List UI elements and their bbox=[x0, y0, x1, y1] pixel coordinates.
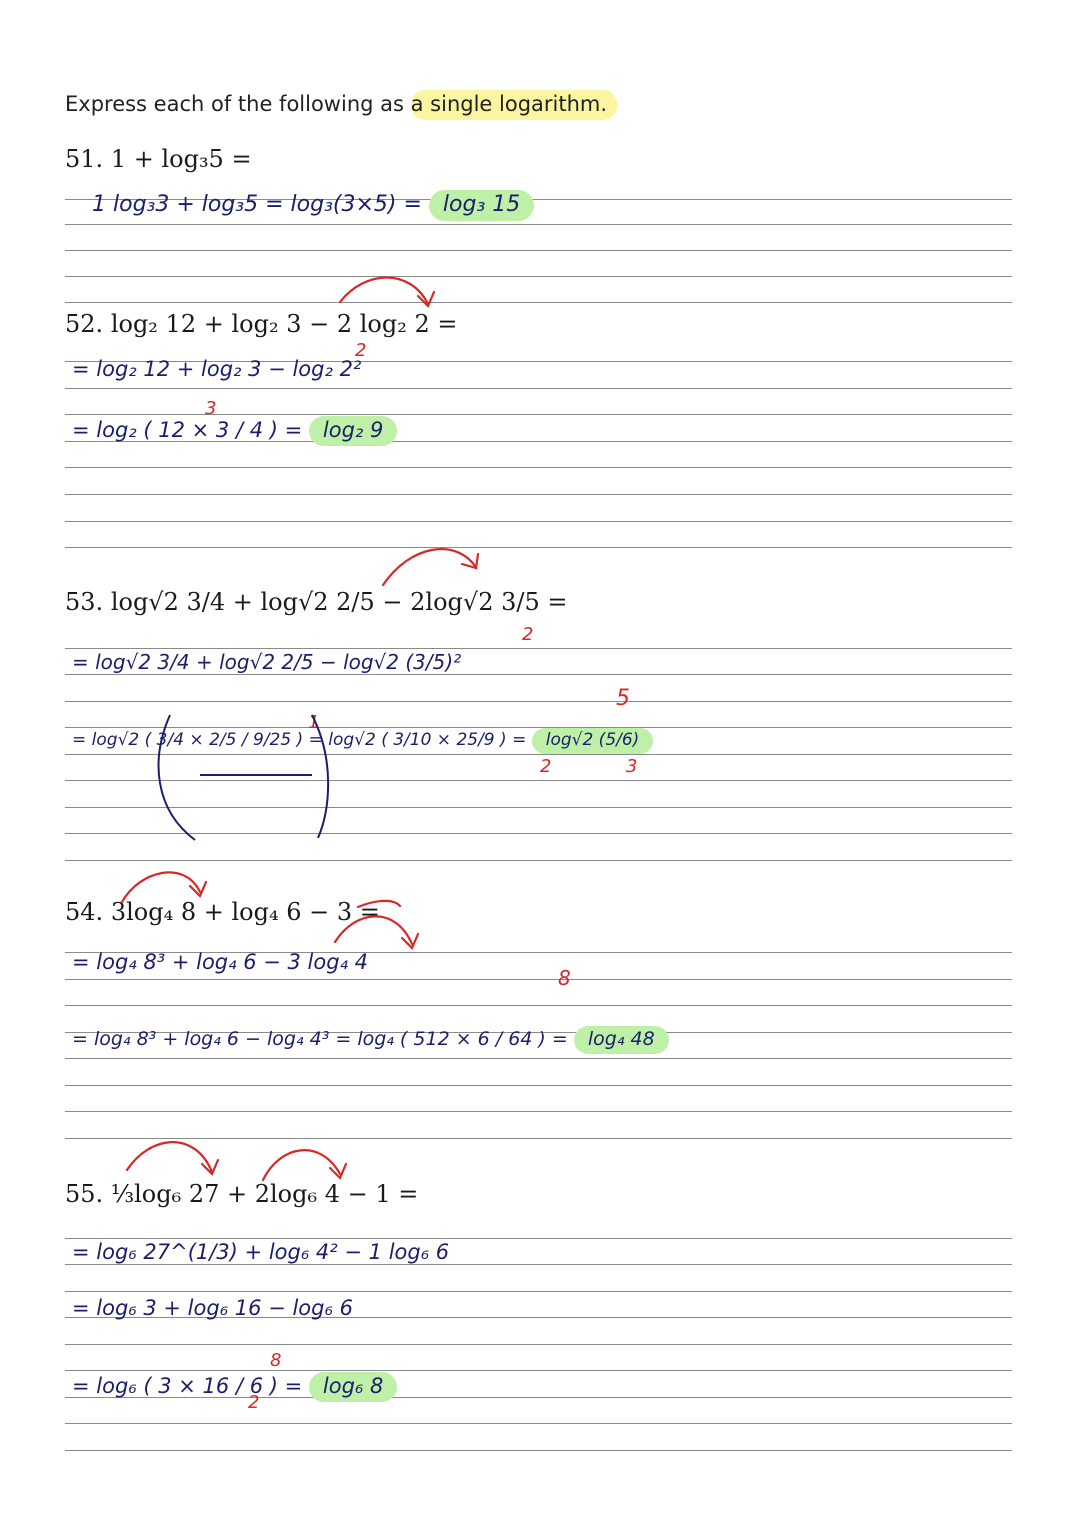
rule-line bbox=[65, 1238, 1012, 1239]
problem-number: 54. bbox=[65, 898, 104, 926]
problem-expression: log₂ 12 + log₂ 3 − 2 log₂ 2 = bbox=[110, 310, 458, 338]
rule-line bbox=[65, 754, 1012, 755]
red-cancel-mark: 3 bbox=[626, 756, 638, 777]
rule-line bbox=[65, 979, 1012, 980]
rule-line bbox=[65, 1058, 1012, 1059]
step-text: = log₄ 8³ + log₄ 6 − log₄ 4³ = log₄ ( 512 × 6 / 64 ) = bbox=[72, 1028, 568, 1050]
rule-line bbox=[65, 494, 1012, 495]
red-arrow-icon bbox=[190, 882, 206, 896]
rule-line bbox=[65, 276, 1012, 277]
red-arrow-icon bbox=[402, 934, 418, 948]
red-arrow-icon bbox=[330, 1164, 346, 1178]
answer-highlight: log₆ 8 bbox=[309, 1372, 397, 1402]
red-arrow-icon bbox=[418, 292, 434, 306]
answer-highlight: log√2 (5/6) bbox=[532, 728, 654, 754]
rule-line bbox=[65, 1450, 1012, 1451]
rule-line bbox=[65, 521, 1012, 522]
red-cancel-mark: 8 bbox=[270, 1350, 282, 1371]
rule-line bbox=[65, 1291, 1012, 1292]
rule-line bbox=[65, 701, 1012, 702]
rule-line bbox=[65, 833, 1012, 834]
handwritten-step bbox=[72, 1374, 397, 1398]
problem-number: 55. bbox=[65, 1180, 104, 1208]
rule-line bbox=[65, 1423, 1012, 1424]
red-cancel-mark: 5 bbox=[616, 686, 630, 711]
red-cancel-mark: 2 bbox=[248, 1392, 260, 1413]
rule-line bbox=[65, 1005, 1012, 1006]
problem-number: 53. bbox=[65, 588, 104, 616]
rule-line bbox=[65, 1344, 1012, 1345]
answer-highlight: log₃ 15 bbox=[429, 190, 534, 221]
problem-51 bbox=[65, 145, 252, 173]
step-text: 1 log₃3 + log₃5 = log₃(3×5) = bbox=[92, 192, 422, 217]
problem-52 bbox=[65, 310, 457, 338]
red-arrow-icon bbox=[383, 549, 475, 585]
handwritten-step bbox=[72, 1028, 669, 1050]
red-cancel-mark: 8 bbox=[558, 966, 571, 990]
red-exponent-mark: 2 bbox=[522, 624, 534, 645]
red-arrow-icon bbox=[202, 1160, 218, 1174]
step-text: = log₂ 12 + log₂ 3 − log₂ 2² bbox=[72, 357, 362, 381]
rule-line bbox=[65, 780, 1012, 781]
step-text: = log₄ 8³ + log₄ 6 − 3 log₄ 4 bbox=[72, 950, 369, 974]
problem-expression: log√2 3/4 + log√2 2/5 − 2log√2 3/5 = bbox=[110, 588, 568, 616]
red-arrow-icon bbox=[263, 1150, 340, 1180]
handwritten-step bbox=[72, 357, 361, 381]
problem-expression: ⅓log₆ 27 + 2log₆ 4 − 1 = bbox=[110, 1180, 419, 1208]
instruction-highlight: a single logarithm. bbox=[411, 90, 617, 120]
rule-line bbox=[65, 547, 1012, 548]
problem-53 bbox=[65, 588, 567, 616]
rule-line bbox=[65, 467, 1012, 468]
handwritten-step bbox=[72, 1240, 449, 1264]
rule-line bbox=[65, 727, 1012, 728]
problem-expression: 1 + log₃5 = bbox=[110, 145, 252, 173]
answer-highlight: log₄ 48 bbox=[574, 1026, 669, 1054]
red-cancel-mark: 1 bbox=[308, 712, 320, 733]
step-text: = log₆ 27^(1/3) + log₆ 4² − 1 log₆ 6 bbox=[72, 1240, 450, 1264]
rule-line bbox=[65, 807, 1012, 808]
rule-line bbox=[65, 1370, 1012, 1371]
rule-line bbox=[65, 674, 1012, 675]
handwritten-step bbox=[72, 650, 461, 674]
rule-line bbox=[65, 250, 1012, 251]
handwritten-step bbox=[72, 1296, 353, 1320]
rule-line bbox=[65, 860, 1012, 861]
rule-line bbox=[65, 1264, 1012, 1265]
rule-line bbox=[65, 648, 1012, 649]
rule-line bbox=[65, 1085, 1012, 1086]
problem-55 bbox=[65, 1180, 418, 1208]
red-cancel-mark: 2 bbox=[540, 756, 552, 777]
problem-number: 51. bbox=[65, 145, 104, 173]
step-text: = log₆ 3 + log₆ 16 − log₆ 6 bbox=[72, 1296, 353, 1320]
red-arrow-icon bbox=[462, 554, 478, 568]
rule-line bbox=[65, 1138, 1012, 1139]
handwritten-step bbox=[72, 730, 653, 750]
problem-expression: 3log₄ 8 + log₄ 6 − 3 = bbox=[110, 898, 380, 926]
problem-number: 52. bbox=[65, 310, 104, 338]
handwritten-step bbox=[72, 418, 397, 442]
red-arrow-icon bbox=[340, 278, 428, 305]
rule-line bbox=[65, 224, 1012, 225]
red-exponent-mark: 2 bbox=[355, 340, 367, 361]
step-text: = log√2 3/4 + log√2 2/5 − log√2 (3/5)² bbox=[72, 650, 462, 674]
handwritten-step bbox=[92, 192, 534, 217]
problem-54 bbox=[65, 898, 380, 926]
instruction-prefix: Express each of the following as bbox=[65, 92, 411, 116]
step-text: = log√2 ( 3/4 × 2/5 / 9/25 ) = log√2 ( 3/10 × 25/9 ) = bbox=[72, 730, 527, 750]
step-text: = log₆ ( 3 × 16 / 6 ) = bbox=[72, 1374, 303, 1398]
red-cancel-mark: 3 bbox=[205, 398, 217, 419]
rule-line bbox=[65, 388, 1012, 389]
rule-line bbox=[65, 1111, 1012, 1112]
rule-line bbox=[65, 302, 1012, 303]
red-arrow-icon bbox=[127, 1142, 212, 1172]
handwritten-step bbox=[72, 950, 368, 974]
answer-highlight: log₂ 9 bbox=[309, 416, 397, 446]
step-text: = log₂ ( 12 × 3 / 4 ) = bbox=[72, 418, 303, 442]
instruction-heading bbox=[65, 92, 617, 116]
